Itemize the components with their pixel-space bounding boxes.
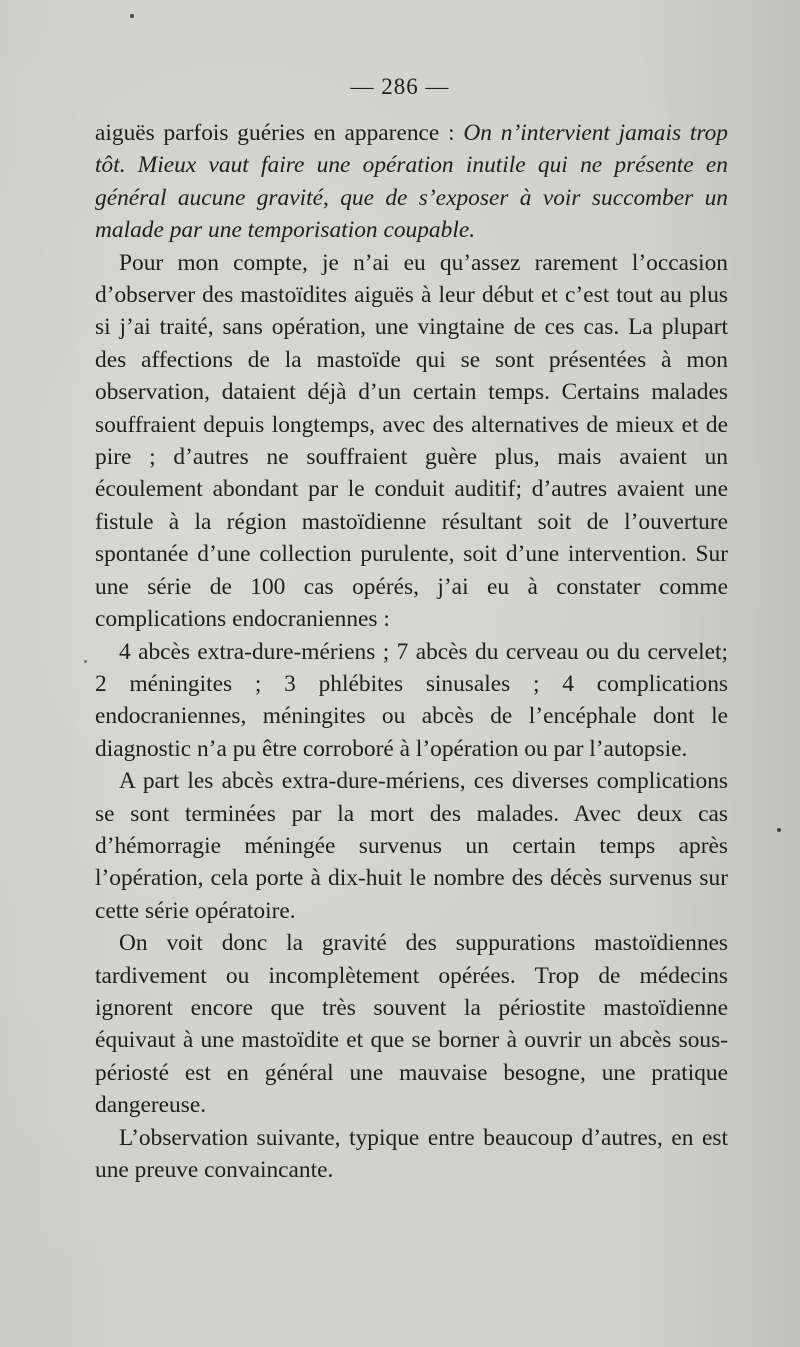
paragraph-1 xyxy=(95,117,728,247)
paragraph-3: 4 abcès extra-dure-mériens ; 7 abcès du cerveau ou du cervelet; 2 méningites ; 3 phlébites sinusales ; 4 complications endocraniennes, méningites ou abcès de l’encéphale dont le diagnostic n’a pu être corroboré à l’opération ou par l’autopsie. xyxy=(95,638,728,762)
paragraph-4: A part les abcès extra-dure-mériens, ces diverses complications se sont terminées par la mort des malades. Avec deux cas d’hémorragie méningée survenus un certain temps après l’opération, cela porte à dix-huit le nombre des décès survenus sur cette série opératoire. xyxy=(95,768,728,924)
paper-speck xyxy=(777,828,781,832)
paper-speck xyxy=(84,660,87,663)
paragraph-6: L’observation suivante, typique entre beaucoup d’autres, en est une preuve convaincante. xyxy=(95,1124,728,1183)
paragraph-5: On voit donc la gravité des suppurations mastoïdiennes tardivement ou incomplètement opérées. Trop de médecins ignorent encore que très souvent la périostite mastoïdienne équivaut à une mastoïdite et que se borner à ouvrir un abcès sous-périosté est en général une mauvaise besogne, une pratique dangereuse. xyxy=(95,930,728,1119)
paper-speck xyxy=(130,14,134,18)
paragraph-1-italic: On n’intervient jamais trop tôt. Mieux vaut faire une opération inutile qui ne présente en général aucune gravité, que de s’exposer à voir succomber un malade par une temporisation coupable. xyxy=(95,120,728,244)
paragraph-2: Pour mon compte, je n’ai eu qu’assez rarement l’occasion d’observer des mastoïdites aiguës à leur début et c’est tout au plus si j’ai traité, sans opération, une vingtaine de ces cas. La plupart des affections de la mastoïde qui se sont présentées à mon observation, dataient déjà d’un certain temps. Certains malades souffraient depuis longtemps, avec des alternatives de mieux et de pire ; d’autres ne souffraient guère plus, mais avaient un écoulement abondant par le conduit auditif; d’autres avaient une fistule à la région mastoïdienne résultant soit de l’ouverture spontanée d’une collection purulente, soit d’une intervention. Sur une série de 100 cas opérés, j’ai eu à constater comme complications endocraniennes : xyxy=(95,249,728,633)
paragraph-1-lead: aiguës parfois guéries en apparence : xyxy=(95,120,464,146)
page-number: — 286 — xyxy=(350,74,450,99)
body-text xyxy=(95,117,728,1186)
